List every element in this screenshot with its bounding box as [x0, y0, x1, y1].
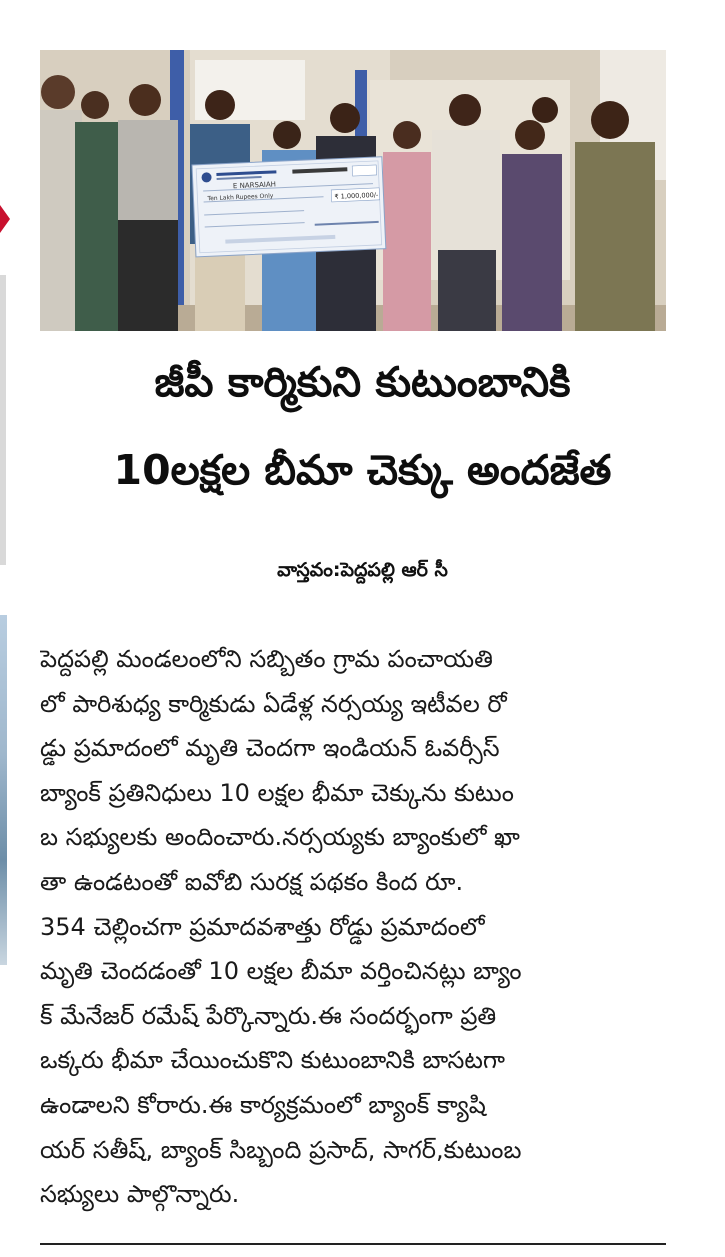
news-photo: [40, 50, 666, 331]
byline: వాస్తవం:పెద్దపల్లి ఆర్ సీ: [277, 559, 448, 581]
body-line: ఉండాలని కోరారు.ఈ కార్యక్రమంలో బ్యాంక్ క్యాషి: [40, 1090, 486, 1119]
body-line: తా ఉండటంతో ఐవోబి సురక్ష పథకం కింద రూ.: [40, 867, 464, 896]
body-line: పెద్దపల్లి మండలంలోని సబ్బితం గ్రామ పంచాయతి: [40, 645, 493, 673]
body-line: సభ్యులు పాల్గొన్నారు.: [40, 1180, 240, 1209]
adjacent-clipping-strip: [0, 275, 6, 565]
article-body: [40, 637, 668, 1217]
body-line: డ్డు ప్రమాదంలో మృతి చెందగా ఇండియన్ ఓవర్సీస్: [40, 734, 500, 763]
body-line: బ్యాంక్ ప్రతినిధులు 10 లక్షల భీమా చెక్కును కుటుం: [40, 778, 514, 807]
cheque-amount: ₹ 1,000,000/-: [334, 190, 379, 201]
headline-line-2: 10లక్షల బీమా చెక్కు అందజేత: [113, 446, 612, 494]
body-line: 354 చెల్లించగా ప్రమాదవశాత్తు రోడ్డు ప్రమాదంలో: [40, 912, 485, 941]
body-line: లో పారిశుధ్య కార్మికుడు ఏడేళ్ల నర్సయ్య ఇటీవల రో: [40, 689, 507, 718]
bottom-divider: [40, 1243, 666, 1245]
adjacent-clipping-marker: [0, 205, 10, 233]
cheque-payee: E NARSAIAH: [232, 180, 277, 191]
body-line: క్ మేనేజర్ రమేష్ పేర్కొన్నారు.ఈ సందర్భంగా ప్రతి: [40, 1001, 497, 1030]
adjacent-clipping-photo: [0, 615, 7, 965]
body-line: బ సభ్యులకు అందించారు.నర్సయ్యకు బ్యాంకులో ఖా: [40, 823, 520, 852]
body-line: యర్ సతీష్, బ్యాంక్ సిబ్బంది ప్రసాద్, సాగర్,కుటుంబ: [40, 1135, 522, 1164]
headline-line-1: జీపీ కార్మికుని కుటుంబానికి: [154, 358, 571, 406]
body-line: ఒక్కరు భీమా చేయించుకొని కుటుంబానికి బాసటగా: [40, 1046, 505, 1075]
body-line: మృతి చెందడంతో 10 లక్షల బీమా వర్తించినట్లు బ్యాం: [40, 957, 522, 986]
cheque-amount-words: Ten Lakh Rupees Only: [207, 192, 274, 203]
